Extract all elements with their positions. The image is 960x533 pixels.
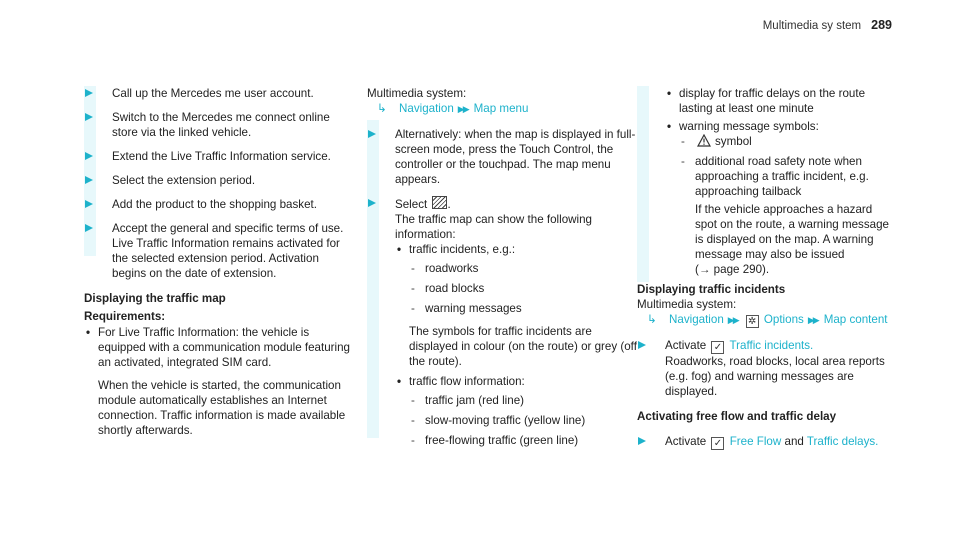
page-header: [763, 18, 892, 34]
step-item: Add the product to the shopping basket.: [84, 197, 354, 212]
step-arrow-icon: [85, 224, 93, 232]
sub-item: - traffic jam (red line): [411, 394, 525, 407]
gear-icon: ✲: [746, 315, 759, 328]
step-item: Switch to the Mercedes me connect online store via the linked vehicle.: [84, 110, 354, 140]
system-label: Multimedia system:: [367, 87, 467, 100]
step-item: Select . The traffic map can show the following information: • traffic incidents, e.g.: - roadworks - road blocks - warning messages The symbols for traffic incidents are displayed in colour (on the route) or grey (off the route). • traffic flow information: - traffic jam (red line) - slow-moving traffic (yellow line) - free-flowing traffic (green line): [367, 196, 637, 448]
step-arrow-icon: [85, 89, 93, 97]
section-heading: Displaying the traffic map: [84, 292, 226, 305]
path-map-menu: Map menu: [473, 102, 529, 115]
step-arrow-icon: [638, 437, 646, 445]
menu-path: [367, 101, 637, 117]
list-item: • warning message symbols: - symbol - additional road safety note when approaching a traffic incident, e.g. approaching tailback If the vehicle approaches a hazard spot on the route, a warning message is displayed on the map. A warning message may also be issued (→ page 290).: [665, 119, 897, 277]
sub-item: - additional road safety note when approaching a traffic incident, e.g. approaching tailback If the vehicle approaches a hazard spot on the route, a warning message is displayed on the map. A warning message may also be issued (→ page 290).: [679, 154, 897, 277]
section-heading: Displaying traffic incidents: [637, 283, 786, 296]
requirement-note: When the vehicle is started, the communication module automatically establishes an Internet connection. Traffic information is made available shortly afterwards.: [98, 379, 346, 437]
list-item: • display for traffic delays on the route lasting at least one minute: [667, 87, 866, 115]
traffic-incidents-option: Traffic incidents.: [729, 339, 814, 352]
sub-item: - warning messages: [411, 302, 522, 315]
step-item: Select the extension period.: [84, 173, 354, 188]
path-navigation: Navigation: [669, 313, 724, 326]
list-item: • For Live Traffic Information: the vehicle is equipped with a communication module featuring an activated, integrated SIM card. When the vehicle is started, the communication module automatically establishes an Internet connection. Traffic information is made available shortly afterwards.: [84, 325, 354, 438]
step-arrow-icon: [85, 200, 93, 208]
step-arrow-icon: [368, 199, 376, 207]
traffic-map-icon: [432, 196, 447, 209]
return-arrow-icon: ↳: [647, 313, 657, 326]
traffic-delays-option: Traffic delays.: [806, 435, 879, 448]
step-item: Call up the Mercedes me user account.: [84, 86, 354, 101]
step-item: Activate ✓ Free Flow and Traffic delays.: [637, 434, 897, 450]
chevron-right-icon: ▶▶: [457, 104, 468, 114]
step-arrow-icon: [85, 113, 93, 121]
path-options: Options: [763, 313, 804, 326]
chevron-right-icon: ▶▶: [727, 315, 738, 325]
chevron-right-icon: ▶▶: [807, 315, 818, 325]
warning-triangle-icon: [697, 134, 711, 147]
sub-item: - free-flowing traffic (green line): [411, 434, 579, 447]
list-item: • traffic flow information: - traffic jam (red line) - slow-moving traffic (yellow line) - free-flowing traffic (green line): [395, 374, 637, 448]
list-item: • traffic incidents, e.g.: - roadworks - road blocks - warning messages The symbols for traffic incidents are displayed in colour (on the route) or grey (off the route).: [397, 243, 637, 368]
sub-item: - symbol: [681, 135, 752, 148]
section-title: Multimedia sy stem: [762, 20, 862, 32]
step-item: Accept the general and specific terms of use. Live Traffic Information remains activated for the selected extension period. Activation begins on the date of extension.: [84, 221, 354, 281]
menu-path: [637, 312, 897, 328]
column-3: [637, 86, 897, 459]
page-number: 289: [871, 18, 892, 32]
step-item: Alternatively: when the map is displayed in full-screen mode, press the Touch Control, the controller or the touchpad. The map menu appears.: [367, 127, 637, 187]
step-item: Extend the Live Traffic Information service.: [84, 149, 354, 164]
system-label: Multimedia system:: [637, 298, 737, 311]
return-arrow-icon: ↳: [377, 102, 387, 115]
column-2: [367, 86, 637, 457]
step-arrow-icon: [368, 130, 376, 138]
path-map-content: Map content: [823, 313, 888, 326]
section-heading: Activating free flow and traffic delay: [637, 410, 837, 423]
sub-item: - road blocks: [411, 282, 485, 295]
hazard-note: If the vehicle approaches a hazard spot on the route, a warning message is displayed on the map. A warning message may also be issued (→ page 290).: [695, 203, 889, 276]
free-flow-option: Free Flow: [729, 435, 782, 448]
requirements-label: Requirements:: [84, 310, 166, 323]
column-1: [84, 86, 354, 441]
symbols-note: The symbols for traffic incidents are displayed in colour (on the route) or grey (off the route).: [409, 325, 637, 368]
checkbox-icon[interactable]: ✓: [711, 437, 724, 450]
checkbox-icon[interactable]: ✓: [711, 341, 724, 354]
path-navigation: Navigation: [399, 102, 454, 115]
page-reference[interactable]: (→ page 290).: [695, 263, 770, 276]
step-arrow-icon: [638, 341, 646, 349]
sub-item: - slow-moving traffic (yellow line): [411, 414, 586, 427]
step-arrow-icon: [85, 152, 93, 160]
step-arrow-icon: [85, 176, 93, 184]
sub-item: - roadworks: [411, 262, 479, 275]
step-item: Activate ✓ Traffic incidents. Roadworks, road blocks, local area reports (e.g. fog) and warning messages are displayed.: [637, 338, 897, 399]
